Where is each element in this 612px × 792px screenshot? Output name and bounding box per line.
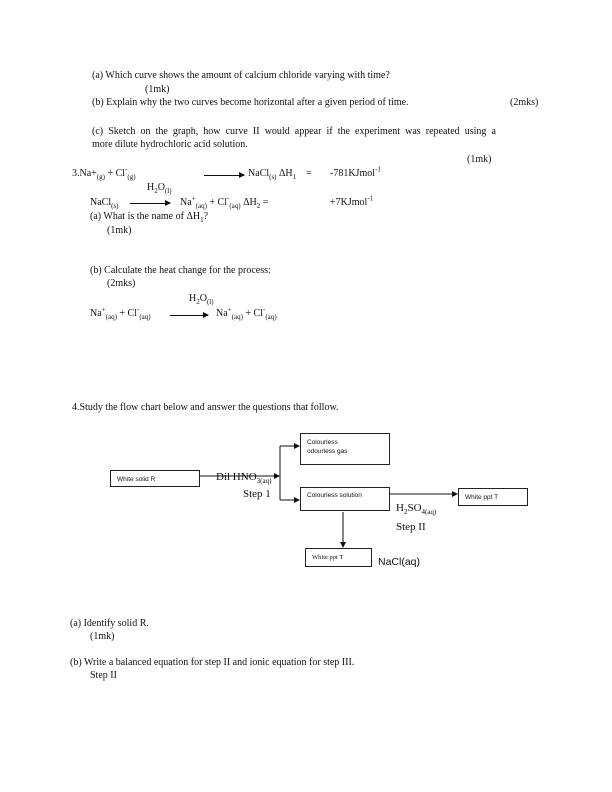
equation-hydration-products: $Na^+_{(aq)} + Cl^-_{(aq)}$ $\Delta H_2$ = xyxy=(180,194,269,210)
equation-process-products: $Na^+_{(aq)} + Cl^-_{(aq)}$ xyxy=(216,305,277,321)
step-2-label: Step II xyxy=(396,521,426,533)
question-2b: (b) Explain why the two curves become horizontal after a given period of time. xyxy=(92,97,409,108)
water-label: $H_2O_{(l)}$ xyxy=(189,293,214,306)
delta-h1-value: -781KJmol$^{-1}$ xyxy=(330,165,381,179)
equation-lattice-reactants: $3.Na+_{(g)} + Cl^-_{(g)}$ xyxy=(72,165,136,181)
question-3b-marks: (2mks) xyxy=(107,278,136,289)
question-2c-line1: (c) Sketch on the graph, how curve II would appear if the experiment was repeated using a xyxy=(92,126,496,137)
equation-hydration-reactant: NaCl$_{(s)}$ xyxy=(90,197,119,210)
equation-process-reactants: $Na^+_{(aq)} + Cl^-_{(aq)}$ xyxy=(90,305,151,321)
flow-box-white-ppt-bottom: White ppt T xyxy=(305,548,372,567)
flow-box-gas: Colourless odourless gas xyxy=(300,433,390,465)
question-4b: (b) Write a balanced equation for step II and ionic equation for step III. xyxy=(70,657,355,668)
reagent-h2so4: $H_2SO_{4(aq)}$ xyxy=(396,502,437,517)
flow-box-white-solid-r: White solid R xyxy=(110,470,200,487)
question-2c-marks: (1mk) xyxy=(467,154,492,165)
question-2a: (a) Which curve shows the amount of calcium chloride varying with time? xyxy=(92,70,390,81)
flow-box-white-ppt-right: White ppt T xyxy=(458,488,528,506)
question-4-intro: 4.Study the flow chart below and answer the questions that follow. xyxy=(72,402,339,413)
equals-sign: = xyxy=(306,168,312,179)
question-3a: (a) What is the name of $\Delta H_1$? xyxy=(90,211,209,224)
question-3a-marks: (1mk) xyxy=(107,225,132,236)
water-label: $H_2O_{(l)}$ xyxy=(147,182,172,195)
reagent-nacl: NaCl(aq) xyxy=(378,556,421,568)
question-4a-marks: (1mk) xyxy=(90,631,115,642)
question-4b-step: Step II xyxy=(90,670,117,681)
flow-box-colourless-solution: Colourless solution xyxy=(300,487,390,511)
question-2a-marks: (1mk) xyxy=(145,84,170,95)
equation-lattice-product: NaCl$_{(s)}$ $\Delta H_1$ xyxy=(248,168,297,181)
question-2b-marks: (2mks) xyxy=(510,97,539,108)
question-4a: (a) Identify solid R. xyxy=(70,618,149,629)
question-2c-line2: more dilute hydrochloric acid solution. xyxy=(92,139,248,150)
delta-h2-value: +7KJmol$^{-1}$ xyxy=(330,194,374,208)
question-3b: (b) Calculate the heat change for the process: xyxy=(90,265,271,276)
reagent-dil-hno3: Dil $HNO_{3(aq)}$ xyxy=(216,471,272,486)
step-1-label: Step 1 xyxy=(243,488,271,500)
